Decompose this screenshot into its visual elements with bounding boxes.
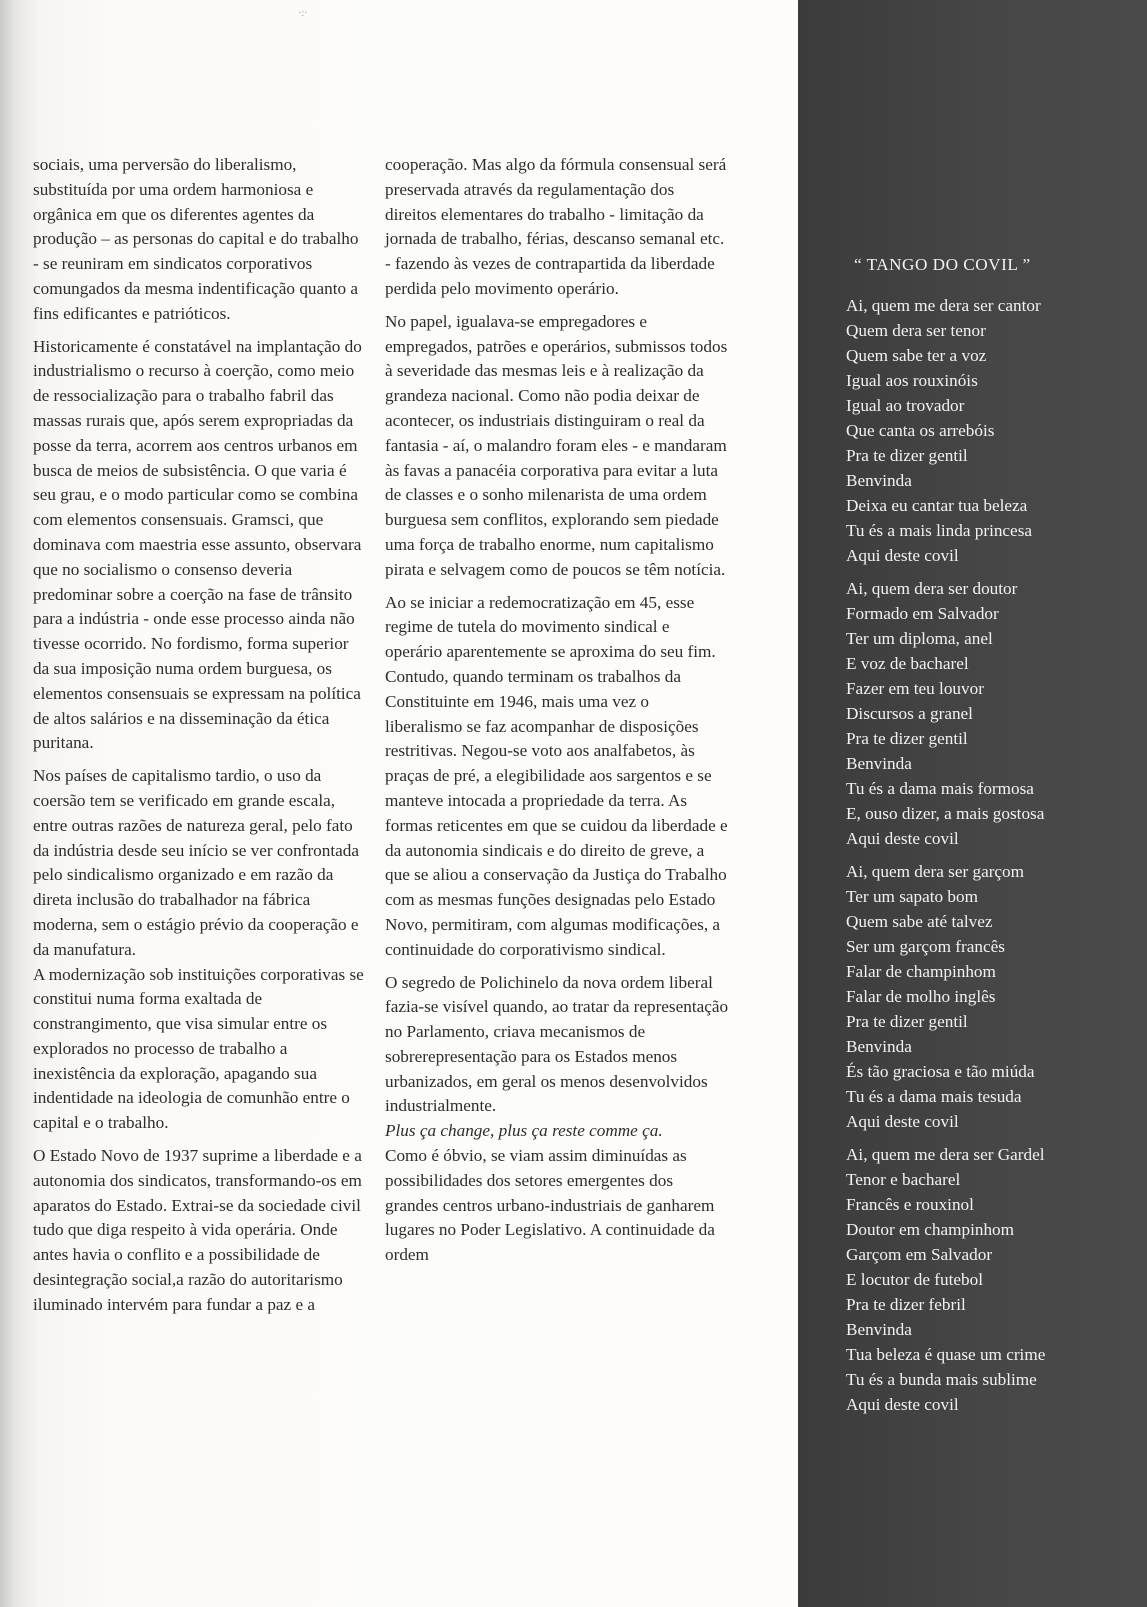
song-stanza xyxy=(846,576,1136,851)
lyric-line: Tu és a mais linda princesa xyxy=(846,521,1033,540)
paragraph: Como é óbvio, se viam assim diminuídas as possibilidades dos setores emergentes dos grandes centros urbano-industriais de ganharem lugares no Poder Legislativo. A continuidade da ordem xyxy=(385,1146,715,1265)
lyric-line: E, ouso dizer, a mais gostosa xyxy=(846,804,1045,823)
text-column-left xyxy=(33,153,368,1326)
lyric-line: E voz de bacharel xyxy=(846,654,969,673)
lyric-line: Tu és a bunda mais sublime xyxy=(846,1370,1037,1389)
lyric-line: Deixa eu cantar tua beleza xyxy=(846,496,1028,515)
paragraph: A modernização sob instituições corporativas se constitui numa forma exaltada de constrangimento, que visa simular entre os explorados no processo de trabalho a inexistência da exploração, apagando sua indentidade na ideologia de comunhão entre o capital e o trabalho. xyxy=(33,964,364,1133)
paragraph: Nos países de capitalismo tardio, o uso da coersão tem se verificado em grande escala, entre outras razões de natureza geral, pelo fato da indústria desde seu início se ver confrontada pelo sindicalismo organizado e em razão da direta inclusão do trabalhador na fábrica moderna, sem o estágio prévio da cooperação e da manufatura. xyxy=(33,766,359,959)
lyric-line: Aqui deste covil xyxy=(846,1395,959,1414)
song-stanza xyxy=(846,293,1136,568)
lyric-line: Igual ao trovador xyxy=(846,396,965,415)
paragraph: Historicamente é constatável na implantação do industrialismo o recurso à coerção, como meio de ressocialização para o trabalho fabril das massas rurais que, após serem expropriadas da posse da terra, acorrem aos centros urbanos em busca de meios de subsistência. O que varia é seu grau, e o modo particular como se combina com elementos consensuais. Gramsci, que dominava com maestria esse assunto, observara que no socialismo o consenso deveria predominar sobre a coerção na fase de trânsito para a indústria - onde esse processo ainda não tivesse ocorrido. No fordismo, forma superior da sua imposição numa ordem burguesa, os elementos consensuais se expressam na política de altos salários e na disseminação da ética puritana. xyxy=(33,336,362,753)
paragraph: O segredo de Polichinelo da nova ordem liberal fazia-se visível quando, ao tratar da representação no Parlamento, criava mecanismos de sobrerepresentação para os Estados menos urbanizados, em geral os menos desenvolvidos industrialmente. xyxy=(385,972,729,1116)
lyric-line: Que canta os arrebóis xyxy=(846,421,995,440)
lyric-line: Quem sabe ter a voz xyxy=(846,346,987,365)
lyric-line: Quem dera ser tenor xyxy=(846,321,986,340)
lyric-line: Aqui deste covil xyxy=(846,1112,959,1131)
lyric-line: Aqui deste covil xyxy=(846,546,959,565)
song-title: “ TANGO DO COVIL ” xyxy=(854,255,1031,274)
lyric-line: Igual aos rouxinóis xyxy=(846,371,978,390)
lyric-line: Garçom em Salvador xyxy=(846,1245,993,1264)
paragraph: O Estado Novo de 1937 suprime a liberdade e a autonomia dos sindicatos, transformando-os em aparatos do Estado. Extrai-se da sociedade civil tudo que diga respeito à vida operária. Onde antes havia o conflito e a possibilidade de desintegração social,a razão do autoritarismo iluminado intervém para fundar a paz e a xyxy=(33,1146,362,1314)
italic-quote: Plus ça change, plus ça reste comme ça. xyxy=(385,1121,663,1141)
song-stanzas xyxy=(846,293,1136,1417)
lyric-line: Doutor em champinhom xyxy=(846,1220,1015,1239)
lyric-line: Pra te dizer gentil xyxy=(846,729,968,748)
lyric-line: Ser um garçom francês xyxy=(846,937,1005,956)
lyric-line: Fazer em teu louvor xyxy=(846,679,984,698)
lyric-line: Benvinda xyxy=(846,754,912,773)
lyric-line: E locutor de futebol xyxy=(846,1270,983,1289)
lyric-line: Pra te dizer febril xyxy=(846,1295,966,1314)
lyric-line: Tua beleza é quase um crime xyxy=(846,1345,1046,1364)
song-stanza xyxy=(846,1142,1136,1417)
lyric-line: Benvinda xyxy=(846,1320,912,1339)
lyric-line: Pra te dizer gentil xyxy=(846,446,968,465)
print-mark: ·:· xyxy=(298,8,308,19)
paragraph: cooperação. Mas algo da fórmula consensual será preservada através da regulamentação dos direitos elementares do trabalho - limitação da jornada de trabalho, férias, descanso semanal etc. - fazendo às vezes de contrapartida da liberdade perdida pelo movimento operário. xyxy=(385,155,727,298)
lyric-line: Benvinda xyxy=(846,1037,912,1056)
paragraph: Ao se iniciar a redemocratização em 45, esse regime de tutela do movimento sindical e operário aparentemente se aproxima do seu fim. Contudo, quando terminam os trabalhos da Constituinte em 1946, mais uma vez o liberalismo se faz acompanhar de disposições restritivas. Negou-se voto aos analfabetos, às praças de pré, a elegibilidade aos sargentos e se manteve intocada a propriedade da terra. As formas reticentes em que se cuidou da liberdade e da autonomia sindicais e do direito de greve, a que se aliou a conservação da Justiça do Trabalho com as mesmas funções designadas pelo Estado Novo, permitiram, com algumas modificações, a continuidade do corporativismo sindical. xyxy=(385,592,728,959)
paragraph: No papel, igualava-se empregadores e empregados, patrões e operários, submissos todos à severidade das mesmas leis e à realização da grandeza nacional. Como não podia deixar de acontecer, os industriais distinguiram o real da fantasia - aí, o malandro foram eles - e mandaram às favas a panacéia corporativa para evitar a luta de classes e o sonho milenarista de uma ordem burguesa sem conflitos, explorando sem piedade uma força de trabalho enorme, num capitalismo pirata e selvagem como de poucos se têm notícia. xyxy=(385,311,728,579)
lyric-line: Discursos a granel xyxy=(846,704,973,723)
text-column-middle xyxy=(385,153,730,1276)
lyric-line: Tu és a dama mais tesuda xyxy=(846,1087,1022,1106)
lyric-line: Falar de molho inglês xyxy=(846,987,996,1006)
lyric-line: Ai, quem dera ser garçom xyxy=(846,862,1025,881)
lyric-line: Tu és a dama mais formosa xyxy=(846,779,1034,798)
lyric-line: Benvinda xyxy=(846,471,912,490)
lyric-line: Ai, quem me dera ser cantor xyxy=(846,296,1041,315)
lyric-line: Falar de champinhom xyxy=(846,962,996,981)
lyric-line: Ai, quem me dera ser Gardel xyxy=(846,1145,1045,1164)
song-lyrics xyxy=(846,252,1136,1425)
song-stanza xyxy=(846,859,1136,1134)
lyric-line: Aqui deste covil xyxy=(846,829,959,848)
lyric-line: Ter um diploma, anel xyxy=(846,629,993,648)
lyric-line: Francês e rouxinol xyxy=(846,1195,974,1214)
lyric-line: Ai, quem dera ser doutor xyxy=(846,579,1018,598)
lyric-line: Formado em Salvador xyxy=(846,604,999,623)
paragraph: sociais, uma perversão do liberalismo, substituída por uma ordem harmoniosa e orgânica em que os diferentes agentes da produção – as personas do capital e do trabalho - se reuniram em sindicatos corporativos comungados da mesma indentificação quanto a fins edificantes e patrióticos. xyxy=(33,155,359,323)
lyric-line: Pra te dizer gentil xyxy=(846,1012,968,1031)
lyric-line: Ter um sapato bom xyxy=(846,887,978,906)
lyric-line: És tão graciosa e tão miúda xyxy=(846,1062,1035,1081)
lyric-line: Tenor e bacharel xyxy=(846,1170,961,1189)
lyric-line: Quem sabe até talvez xyxy=(846,912,993,931)
